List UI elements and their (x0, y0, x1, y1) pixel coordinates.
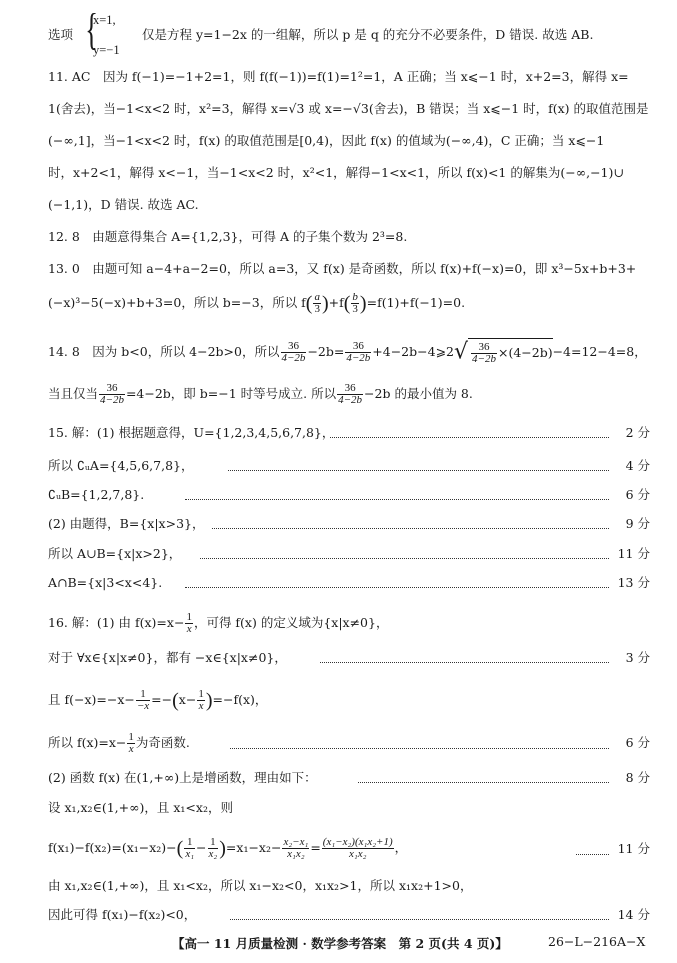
frac-1-over-x: $\frac{1}{x}$ (198, 688, 204, 712)
q15-score-6: 13 分 (617, 575, 650, 590)
q14-line-1 (48, 338, 647, 367)
q15-score-3: 6 分 (625, 487, 650, 502)
q11-line-4: 时，x+2<1，解得 x<−1，当−1<x<2 时，x²<1，解得−1<x<1，所以 f(x)<1 的解集为(−∞,−1)∪ (48, 165, 624, 180)
leader-dots (330, 437, 609, 438)
leader-dots (358, 782, 609, 783)
q16-step-5: (2) 函数 f(x) 在(1,+∞)上是增函数，理由如下： (48, 770, 317, 785)
q11-line-5: (−1,1)，D 错误. 故选 AC. (48, 197, 199, 212)
leader-dots (230, 919, 609, 920)
q14-radicand: $\frac{36}{4-2b}$ ×(4−2b) (468, 338, 553, 367)
q16-step-3: 且 f(−x)=−x− $\frac{1}{-x}$ =−(x− $\frac{1}{x}$ )=−f(x)， (48, 688, 268, 712)
q13-line-2: (−x)³−5(−x)+b+3=0，所以 b=−3，所以 f( $\frac{a}{3}$ )+f( $\frac{b}{3}$ )=f(1)+f(−1)=0. (48, 291, 466, 315)
q16-step-9: 因此可得 f(x₁)−f(x₂)<0， (48, 907, 197, 922)
frac-1-over-x2: $\frac{1}{\text{x₂}}$ (208, 836, 218, 860)
sqrt-sign: √ (454, 339, 469, 365)
leader-dots (228, 470, 609, 471)
q12-line-1: 12. 8 由题意得集合 A={1,2,3}，可得 A 的子集个数为 2³=8. (48, 229, 408, 244)
q16-step-2: 对于 ∀x∈{x|x≠0}，都有 −x∈{x|x≠0}， (48, 650, 287, 665)
q15-score-5: 11 分 (617, 546, 650, 561)
q16-score-7: 11 分 (617, 841, 650, 856)
q16-step-7: f(x₁)−f(x₂)=(x₁−x₂)−( $\frac{1}{\text{x₁}}$ − $\frac{1}{\text{x₂}}$ )=x₁−x₂− $\frac{\text{x₂−x₁}}{\text{x₁x₂}}$ = $\frac{\text{(x₁−x₂)(x₁x₂+1)}}{\text{x₁x₂}}$ ， (48, 836, 408, 860)
q13-text-a: (−x)³−5(−x)+b+3=0，所以 b=−3，所以 f (48, 295, 306, 310)
leader-dots (320, 662, 609, 663)
system-bottom: y=−1 (93, 43, 120, 57)
q14-text-h: −2b 的最小值为 8. (364, 386, 473, 401)
q16-step-6: 设 x₁,x₂∈(1,+∞)，且 x₁<x₂，则 (48, 800, 233, 815)
leader-dots (200, 558, 609, 559)
q15-step-2: 所以 ∁ᵤA={4,5,6,7,8}， (48, 458, 194, 473)
leader-dots (185, 499, 609, 500)
q11-line-2: 1(舍去)，当−1<x<2 时，x²=3，解得 x=√3 或 x=−√3(舍去)，B 错误；当 x⩽−1 时，f(x) 的取值范围是 (48, 101, 649, 116)
q15-step-1: 15. 解：(1) 根据题意得，U={1,2,3,4,5,6,7,8}， (48, 425, 335, 440)
frac-diff: $\frac{\text{x₂−x₁}}{\text{x₁x₂}}$ (283, 836, 309, 860)
q14-text-e: −4=12−4=8， (552, 344, 647, 359)
intro-text: 仅是方程 y=1−2x 的一组解，所以 p 是 q 的充分不必要条件，D 错误. 故选 AB. (142, 27, 594, 42)
q16-step-4: 所以 f(x)=x− $\frac{1}{x}$ 为奇函数. (48, 731, 190, 755)
q14-line-2 (48, 380, 473, 408)
q16-step-1: 16. 解：(1) 由 f(x)=x− $\frac{1}{x}$ ，可得 f(x) 的定义域为{x|x≠0}， (48, 611, 389, 635)
q14-frac-1: $\frac{36}{4-2b}$ (281, 340, 306, 364)
q13-text-mid: +f (328, 295, 344, 310)
q14-text-g: =4−2b，即 b=−1 时等号成立. 所以 (125, 386, 337, 401)
page-footer: 【高一 11 月质量检测 · 数学参考答案 第 2 页(共 4 页)】 (172, 936, 508, 951)
q14-frac-4: $\frac{36}{4-2b}$ (338, 382, 363, 406)
q15-score-4: 9 分 (625, 516, 650, 531)
frac-1-over-x1: $\frac{1}{\text{x₁}}$ (185, 836, 195, 860)
q15-score-1: 2 分 (625, 425, 650, 440)
q13-frac-a: $\frac{a}{3}$ (314, 291, 320, 315)
q15-step-4: (2) 由题得，B={x|x>3}， (48, 516, 205, 531)
leader-dots (185, 587, 609, 588)
q11-line-1: 11. AC 因为 f(−1)=−1+2=1，则 f(f(−1))=f(1)=1²=1，A 正确；当 x⩽−1 时，x+2=3，解得 x= (48, 69, 629, 84)
q14-frac-2: $\frac{36}{4-2b}$ (346, 340, 371, 364)
q16-score-4: 6 分 (625, 735, 650, 750)
q14-text-c: +4−2b−4⩾2 (372, 344, 454, 359)
q16-score-2: 3 分 (625, 650, 650, 665)
q14-frac-3: $\frac{36}{4-2b}$ (100, 382, 124, 406)
q15-step-6: A∩B={x|3<x<4}. (48, 575, 163, 590)
q13-text-b: =f(1)+f(−1)=0. (366, 295, 466, 310)
q16-score-9: 14 分 (617, 907, 650, 922)
q13-line-1: 13. 0 由题可知 a−4+a−2=0，所以 a=3，又 f(x) 是奇函数，所以 f(x)+f(−x)=0，即 x³−5x+b+3+ (48, 261, 637, 276)
leader-dots (212, 528, 609, 529)
q11-line-3: (−∞,1]，当−1<x<2 时，f(x) 的取值范围是[0,4)，因此 f(x) 的值域为(−∞,4)，C 正确；当 x⩽−1 (48, 133, 605, 148)
q14-text-f: 当且仅当 (48, 386, 99, 401)
q14-text-b: −2b= (307, 344, 345, 359)
q16-step-8: 由 x₁,x₂∈(1,+∞)，且 x₁<x₂，所以 x₁−x₂<0，x₁x₂>1，所以 x₁x₂+1>0， (48, 878, 473, 893)
frac-product: $\frac{\text{(x₁−x₂)(x₁x₂+1)}}{\text{x₁x₂}}$ (322, 836, 393, 860)
leader-dots (576, 854, 609, 855)
q16-score-5: 8 分 (625, 770, 650, 785)
system-top: x=1, (93, 13, 116, 27)
q15-step-5: 所以 A∪B={x|x>2}， (48, 546, 182, 561)
intro-label: 选项 (48, 27, 74, 42)
q15-step-3: ∁ᵤB={1,2,7,8}. (48, 487, 145, 502)
frac-1-over-neg-x: $\frac{1}{-x}$ (136, 688, 150, 712)
frac-1-over-x: $\frac{1}{x}$ (186, 611, 192, 635)
frac-1-over-x: $\frac{1}{x}$ (128, 731, 134, 755)
q15-score-2: 4 分 (625, 458, 650, 473)
leader-dots (230, 748, 609, 749)
q13-frac-b: $\frac{b}{3}$ (352, 291, 358, 315)
q14-text-a: 14. 8 因为 b<0，所以 4−2b>0，所以 (48, 344, 280, 359)
doc-code: 26−L−216A−X (548, 934, 646, 949)
system-brace: { (85, 5, 98, 54)
